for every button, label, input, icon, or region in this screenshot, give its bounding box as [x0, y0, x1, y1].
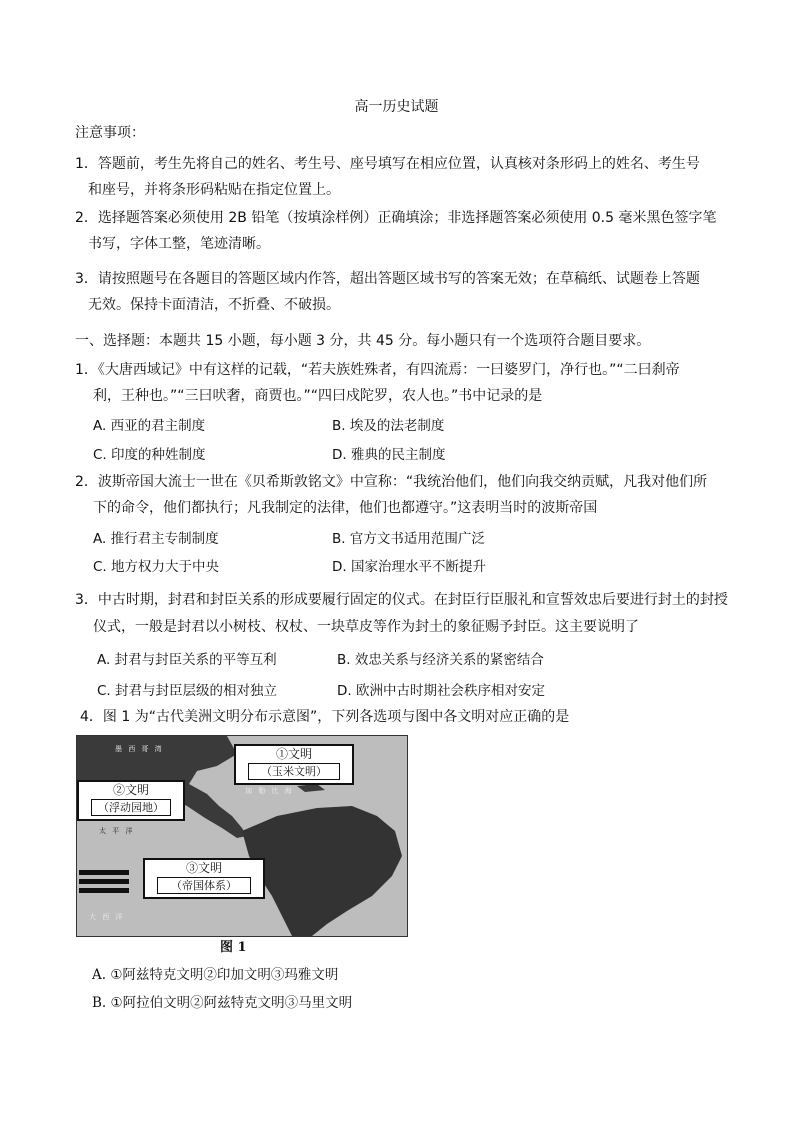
section-heading: 一、选择题：本题共 15 小题，每小题 3 分，共 45 分。每小题只有一个选项符合题目要求。	[75, 333, 651, 349]
civilization-box-1	[234, 744, 354, 785]
ocean-label-2: 加 勒 比 海	[245, 787, 294, 795]
notice-item-1-line1: 1．答题前，考生先将自己的姓名、考生号、座号填写在相应位置，认真核对条形码上的姓名、考生号	[75, 156, 700, 172]
civilization-box-2-label: ②文明	[112, 783, 149, 797]
question-1-option-c: C. 印度的种姓制度	[93, 447, 206, 463]
notice-item-1-line2: 和座号，并将条形码粘贴在指定位置上。	[88, 182, 340, 198]
question-1-option-a: A. 西亚的君主制度	[93, 418, 206, 434]
figure-caption: 图 1	[220, 940, 247, 955]
civilization-box-3-label: ③文明	[185, 861, 222, 875]
page-title: 高一历史试题	[354, 99, 439, 115]
notice-heading: 注意事项：	[75, 125, 145, 141]
ocean-label-3: 太 平 洋	[99, 827, 135, 835]
legend-swatch-3	[79, 888, 129, 893]
americas-civilization-map	[76, 735, 408, 937]
question-1-option-b: B. 埃及的法老制度	[332, 418, 445, 434]
question-4-option-b: B. ①阿拉伯文明②阿兹特克文明③马里文明	[92, 995, 353, 1011]
question-2-option-a: A. 推行君主专制制度	[93, 531, 219, 547]
question-1-option-d: D. 雅典的民主制度	[332, 447, 446, 463]
question-1-line1: 1．《大唐西域记》中有这样的记载，“若夫族姓殊者，有四流焉：一曰婆罗门，净行也。”“二曰刹帝	[75, 362, 680, 378]
civilization-box-2	[77, 780, 185, 821]
question-4-line1: 4．图 1 为“古代美洲文明分布示意图”，下列各选项与图中各文明对应正确的是	[80, 709, 570, 725]
question-4-option-a: A. ①阿兹特克文明②印加文明③玛雅文明	[92, 967, 339, 983]
question-3-option-a: A. 封君与封臣关系的平等互利	[97, 652, 277, 668]
question-3-line1: 3．中古时期，封君和封臣关系的形成要履行固定的仪式。在封臣行臣服礼和宣誓效忠后要进行封土的封授	[75, 592, 728, 608]
question-2-option-b: B. 官方文书适用范围广泛	[332, 531, 485, 547]
question-2-line2: 下的命令，他们都执行；凡我制定的法律，他们也都遵守。”这表明当时的波斯帝国	[93, 500, 598, 516]
civilization-box-3	[143, 858, 265, 899]
civilization-box-1-sub: （玉米文明）	[248, 763, 340, 780]
legend-swatch-2	[79, 879, 129, 884]
question-3-option-d: D. 欧洲中古时期社会秩序相对安定	[337, 683, 545, 699]
legend-swatch-1	[79, 870, 129, 875]
notice-item-2-line2: 书写，字体工整，笔迹清晰。	[88, 236, 270, 252]
notice-item-3-line1: 3．请按照题号在各题目的答题区域内作答，超出答题区域书写的答案无效；在草稿纸、试题卷上答题	[75, 271, 700, 287]
question-1-line2: 利，王种也。”“三曰吠奢，商贾也。”“四曰戍陀罗，农人也。”书中记录的是	[93, 388, 543, 404]
question-3-option-b: B. 效忠关系与经济关系的紧密结合	[337, 652, 544, 668]
question-3-option-c: C. 封君与封臣层级的相对独立	[97, 683, 278, 699]
civilization-box-2-sub: （浮动园地）	[91, 799, 171, 816]
question-2-option-d: D. 国家治理水平不断提升	[332, 559, 486, 575]
civilization-box-1-label: ①文明	[275, 747, 312, 761]
ocean-label-4: 大 西 洋	[89, 913, 125, 921]
civilization-box-3-sub: （帝国体系）	[157, 877, 251, 894]
notice-item-2-line1: 2．选择题答案必须使用 2B 铅笔（按填涂样例）正确填涂；非选择题答案必须使用 0.5 毫米黑色签字笔	[75, 210, 717, 226]
question-2-option-c: C. 地方权力大于中央	[93, 559, 220, 575]
question-2-line1: 2．波斯帝国大流士一世在《贝希斯敦铭文》中宣称：“我统治他们，他们向我交纳贡赋，凡我对他们所	[75, 474, 708, 490]
question-3-line2: 仪式，一般是封君以小树枝、权杖、一块草皮等作为封土的象征赐予封臣。这主要说明了	[93, 619, 639, 635]
map-legend	[79, 866, 129, 906]
ocean-label-1: 墨 西 哥 湾	[115, 745, 164, 753]
notice-item-3-line2: 无效。保持卡面清洁，不折叠、不破损。	[88, 297, 340, 313]
